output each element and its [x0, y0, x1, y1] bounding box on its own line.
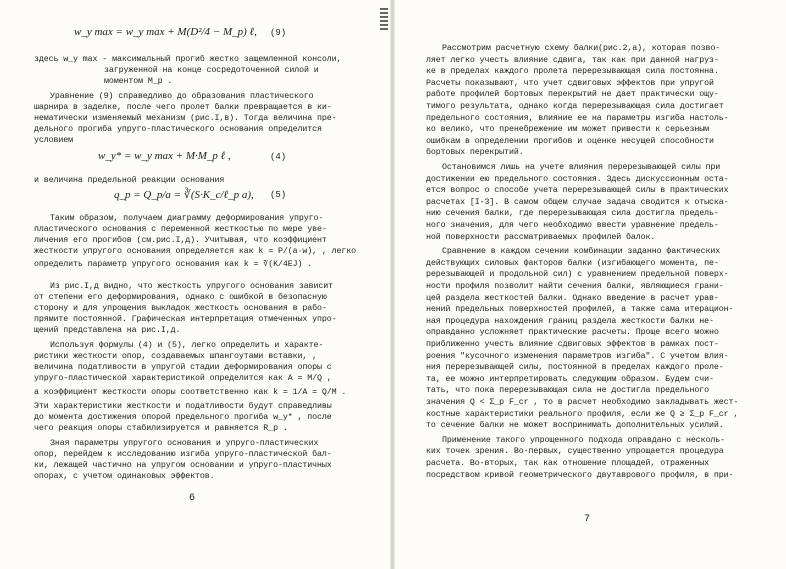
- text-line: Зная параметры упругого основания и упруго-пластических: [50, 439, 319, 448]
- equation-number-11: (5): [270, 190, 287, 200]
- left-page: [0, 0, 392, 569]
- text-line: ререзывающей и продольной сил) с уравнением предельной поверх-: [426, 270, 729, 280]
- text-line: значения Q < Σ_p F_cr , то в расчет необходимо закладывать жест-: [426, 398, 739, 407]
- text-line: а коэффициент жесткости опоры соответственно как k = 1/A = Q/M .: [34, 388, 347, 397]
- text-line: нений предельных поверхностей профилей, а также сама итерацион-: [426, 305, 734, 315]
- text-line: оправданно усложняет практические расчеты. Проще всего можно: [426, 328, 719, 338]
- scan-artifact: [380, 6, 388, 30]
- text-line: действующих силовых факторов балки (изгибающего момента, пе-: [426, 258, 719, 268]
- text-line: дельного прогиба упруго-пластического основания определится: [34, 125, 322, 134]
- text-line: бортовых перекрытий.: [426, 148, 524, 158]
- page-number-right: 7: [584, 514, 591, 525]
- text-line: пластического основания с переменной жесткостью по мере уве-: [34, 225, 327, 234]
- text-line: нию сечения балки, где перерезывающая сила достигла предель-: [426, 209, 719, 219]
- text-line: Используя формулы (4) и (5), легко определить и характе-: [50, 341, 324, 350]
- text-line: ких точек зрения. Во-первых, существенно упрощается процедура: [426, 447, 724, 457]
- text-line: Рассмотрим расчетную схему балки(рис.2,а), которая позво-: [442, 44, 721, 53]
- text-line: посредством кривой геометрического двутаврового профиля, в при-: [426, 470, 734, 480]
- text-line: Расчеты показывают, что учет сдвиговых эффектов при упругой: [426, 78, 714, 88]
- equation-number-9: (9): [270, 28, 287, 38]
- text-line: сторону и для упрощения выкладок жесткость основания в рабо-: [34, 304, 327, 313]
- page-number-left: 6: [189, 493, 196, 504]
- text-line: Уравнение (9) справедливо до образования пластического: [50, 92, 314, 101]
- formula-10: w_y* = w_y max + M·M_p ℓ ,: [98, 150, 231, 162]
- text-line: та, ее можно интерпретировать следующим образом. Будем счи-: [426, 374, 714, 384]
- formula-9: w_y max = w_y max + M(D²/4 − M_p) ℓ,: [74, 26, 257, 38]
- text-line: ляет легко учесть влияние сдвига, так как при данной нагруз-: [426, 55, 719, 65]
- text-line: опорах, с учетом одинаковых эффектов.: [34, 472, 215, 481]
- text-line: то сечение балки не может воспринимать дополнительных усилий.: [426, 421, 724, 431]
- right-page: [394, 0, 786, 569]
- text-line: работе профилей бортовых перекрытий не дает практически ощу-: [426, 90, 719, 100]
- text-line: и величина предельной реакции основания: [34, 176, 225, 185]
- text-line: личения его прогибов (см.рис.I,д). Учитывая, что коэффициент: [34, 236, 327, 245]
- text-line: расчетах [I-3]. В самом общем случае задача сводится к отыска-: [426, 197, 729, 207]
- text-line: упруго-пластической характеристикой определится как A = M/Q ,: [34, 374, 332, 383]
- text-line: от степени его деформирования, однако с ошибкой в безопасную: [34, 293, 327, 302]
- text-line: ной поверхности рассматриваемых профилей балок.: [426, 232, 656, 242]
- text-line: ке в пределах каждого пролета перерезывающая сила постоянна.: [426, 67, 719, 77]
- text-line: роения "кусочного изменения параметров изгиба". С учетом влия-: [426, 351, 729, 361]
- text-line: Эти характеристики жесткости и податливости будут справедливы: [34, 402, 332, 411]
- text-line: ошибкам в определении прогибов и оценке несущей способности: [426, 136, 714, 146]
- text-line: приближенно учесть влияние сдвиговых эффектов в рамках пост-: [426, 340, 719, 349]
- text-line: прямите постоянной. Графическая интерпретация отмеченных упро-: [34, 315, 337, 324]
- text-line: ного значения, для чего необходимо ввести уравнение предель-: [426, 221, 719, 230]
- text-line: чего реакция опоры стабилизируется и равняется R_p .: [34, 424, 288, 433]
- text-line: определить параметр упругого основания как k = ∜(K/4EJ) .: [34, 260, 313, 269]
- text-line: цей раздела жесткостей балки. Однако введение в расчет урав-: [426, 293, 719, 303]
- text-line: величина податливости в упругой стадии деформирования опоры с: [34, 363, 332, 372]
- text-line: Остановимся лишь на учете влияния перерезывающей силы при: [442, 163, 721, 172]
- equation-number-10: (4): [270, 152, 287, 162]
- text-line: нематически изменяемый механизм (рис.I,в). Тогда величина пре-: [34, 114, 337, 123]
- text-line: достижении ею предельного состояния. Здесь дискуссионным оста-: [426, 174, 729, 184]
- formula-11: q_p = Q_p/a = ∛(S·K_c/ℓ_p a),: [114, 189, 254, 201]
- text-line: Применение такого упрощенного подхода оправдано с несколь-: [442, 435, 725, 445]
- text-line: Сравнение в каждом сечении комбинации заданно фактических: [442, 247, 721, 257]
- text-line: опор, перейдем к исследованию изгиба упруго-пластической бал-: [34, 450, 332, 459]
- text-line: условием: [34, 136, 74, 145]
- text-line: тать, что пока перерезывающая сила не достигла предельного: [426, 386, 709, 396]
- text-line: ная процедура нахождения границ раздела жесткости балки не-: [426, 316, 714, 326]
- text-line: ристики жесткости опор, создаваемых шпангоутами вставки, ,: [34, 352, 317, 361]
- text-line: до момента достижения опорой предельного прогиба w_y* , после: [34, 413, 332, 422]
- text-line: Из рис.I,д видно, что жесткость упругого основания зависит: [50, 282, 333, 291]
- text-line: Таким образом, получаем диаграмму деформирования упруго-: [50, 214, 324, 223]
- text-line: шарнира в заделке, после чего пролет балки превращается в ки-: [34, 103, 332, 112]
- text-line: загруженной на конце сосредоточенной силой и: [104, 66, 319, 75]
- text-line: щений представлена на рис.I,д.: [34, 326, 181, 335]
- text-line: ния перерезывающей силы, постоянной в пределах каждого проле-: [426, 363, 724, 373]
- text-line: ности профиля позволит найти сечения балки, являющиеся грани-: [426, 282, 724, 291]
- text-line: предельного состояния, влияние ее на параметры изгиба настоль-: [426, 113, 729, 123]
- text-line: здесь w_y max - максимальный прогиб жестко защемленной консоли,: [34, 55, 342, 64]
- text-line: ко велико, что пренебрежение им может привести к серьезным: [426, 125, 709, 135]
- text-line: тимого результата, однако когда перерезывающая сила достигает: [426, 102, 724, 111]
- text-line: костные характеристики реального профиля, если же Q ≥ Σ_p F_cr ,: [426, 409, 739, 419]
- text-line: расчета. Во-вторых, так как отношение площадей, отраженных: [426, 459, 709, 468]
- text-line: ется вопрос о способе учета перерезывающей силы в практических: [426, 186, 729, 196]
- text-line: ки, лежащей частично на упругом основании и упруго-пластичных: [34, 461, 332, 470]
- text-line: жесткости упругого основания определяется как k = P/(a·w), , легко: [34, 247, 357, 256]
- text-line: моментом M_p .: [104, 77, 173, 86]
